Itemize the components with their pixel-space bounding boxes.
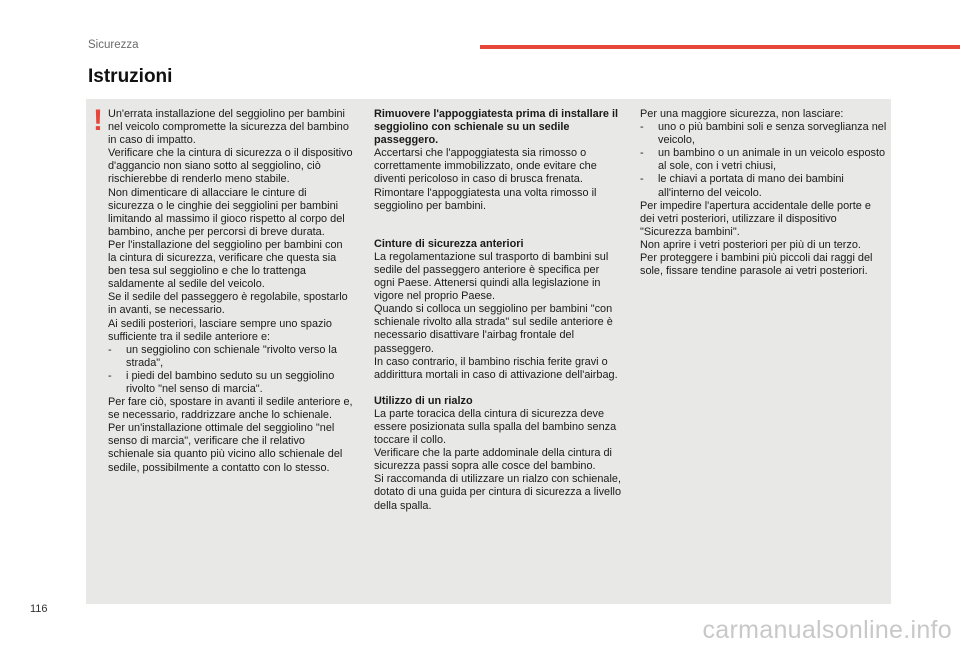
paragraph: Un'errata installazione del seggiolino per bambini nel veicolo compromette la sicurezza del bambino in caso di impatto. <box>108 108 349 147</box>
section-heading: Cinture di sicurezza anteriori <box>374 237 524 250</box>
paragraph: Per l'installazione del seggiolino per bambini con la cintura di sicurezza, verificare che questa sia ben tesa sul seggiolino e che lo trattenga saldamente al sedile del veicolo. <box>108 238 343 291</box>
column-warnings <box>108 108 353 475</box>
paragraph: Verificare che la cintura di sicurezza o il dispositivo d'aggancio non siano sotto al seggiolino, ciò rischierebbe di renderlo meno stabile. <box>108 147 353 186</box>
paragraph: Non dimenticare di allacciare le cinture di sicurezza o le cinghie dei seggiolini per bambini limitando al massimo il gioco rispetto al corpo del bambino, anche per percorsi di breve durata. <box>108 186 345 238</box>
paragraph: Quando si colloca un seggiolino per bambini "con schienale rivolto alla strada" sul sedile anteriore è necessario disattivare l'airbag frontale del passeggero. <box>374 303 613 355</box>
list-item: - uno o più bambini soli e senza sorveglianza nel veicolo, <box>640 121 888 147</box>
list-item: - le chiavi a portata di mano dei bambini all'interno del veicolo. <box>640 173 888 199</box>
column-safety <box>640 108 888 278</box>
list-item: - un bambino o un animale in un veicolo esposto al sole, con i vetri chiusi, <box>640 147 888 173</box>
paragraph: Non aprire i vetri posteriori per più di un terzo. <box>640 238 861 251</box>
paragraph: In caso contrario, il bambino rischia ferite gravi o addirittura mortali in caso di attivazione dell'airbag. <box>374 355 618 381</box>
section-heading: Utilizzo di un rialzo <box>374 394 473 407</box>
paragraph: Se il sedile del passeggero è regolabile, spostarlo in avanti, se necessario. <box>108 291 348 317</box>
watermark: carmanualsonline.info <box>702 616 952 644</box>
page-number: 116 <box>30 603 48 615</box>
page-title: Istruzioni <box>88 66 173 87</box>
exclamation-warning-icon: ! <box>93 104 103 137</box>
list-item: - un seggiolino con schienale "rivolto verso la strada", <box>108 344 353 370</box>
paragraph: La regolamentazione sul trasporto di bambini sul sedile del passeggero anteriore è specifica per ogni Paese. Attenersi quindi alla legislazione in vigore nel proprio Paese. <box>374 250 609 303</box>
section-label: Sicurezza <box>88 39 139 51</box>
paragraph: Per proteggere i bambini più piccoli dai raggi del sole, fissare tendine parasole ai vetri posteriori. <box>640 252 873 278</box>
column-instructions <box>374 108 622 513</box>
section-heading: Rimuovere l'appoggiatesta prima di installare il seggiolino con schienale su un sedile passeggero. <box>374 108 619 147</box>
paragraph: Per una maggiore sicurezza, non lasciare: <box>640 108 844 120</box>
paragraph: Verificare che la parte addominale della cintura di sicurezza passi sopra alle cosce del bambino. <box>374 447 612 473</box>
paragraph: Accertarsi che l'appoggiatesta sia rimosso o correttamente immobilizzato, onde evitare che diventi pericoloso in caso di brusca frenata. Rimontare l'appoggiatesta una volta rimosso il seggiolino per bambini. <box>374 147 597 212</box>
paragraph: Si raccomanda di utilizzare un rialzo con schienale, dotato di una guida per cintura di sicurezza a livello della spalla. <box>374 473 622 512</box>
paragraph: La parte toracica della cintura di sicurezza deve essere posizionata sulla spalla del bambino senza toccare il collo. <box>374 407 617 447</box>
header-accent-bar <box>480 45 960 49</box>
paragraph: Ai sedili posteriori, lasciare sempre uno spazio sufficiente tra il sedile anteriore e: <box>108 317 332 343</box>
paragraph: Per un'installazione ottimale del seggiolino "nel senso di marcia", verificare che il relativo schienale sia quanto più vicino allo schienale del sedile, possibilmente a contatto con lo stesso. <box>108 422 343 474</box>
paragraph: Per fare ciò, spostare in avanti il sedile anteriore e, se necessario, raddrizzare anche lo schienale. <box>108 396 353 422</box>
paragraph: Per impedire l'apertura accidentale delle porte e dei vetri posteriori, utilizzare il dispositivo "Sicurezza bambini". <box>640 199 871 238</box>
list-item: - i piedi del bambino seduto su un seggiolino rivolto "nel senso di marcia". <box>108 370 353 396</box>
